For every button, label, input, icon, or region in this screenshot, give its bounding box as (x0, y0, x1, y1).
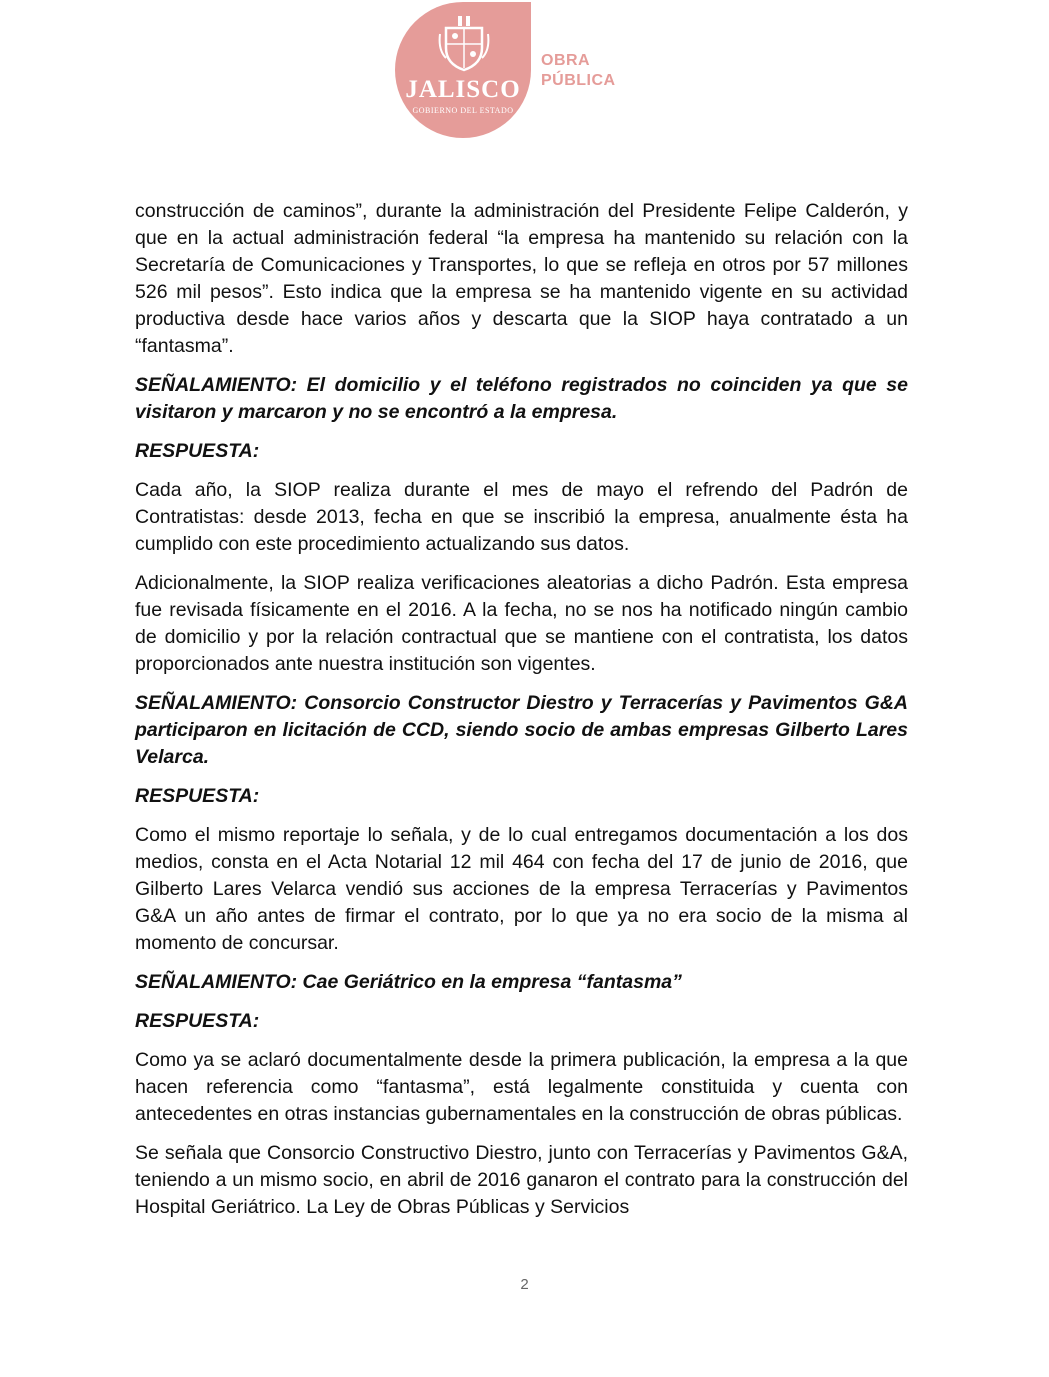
section-title-line2: PÚBLICA (541, 72, 616, 89)
response-label: RESPUESTA: (135, 440, 260, 462)
logo-wordmark: JALISCO (405, 76, 521, 103)
logo-subtitle: GOBIERNO DEL ESTADO (412, 106, 514, 115)
claim-heading: SEÑALAMIENTO: Cae Geriátrico en la empresa “fantasma” (135, 971, 682, 993)
section-title-line1: OBRA (541, 52, 591, 69)
claim-heading: SEÑALAMIENTO: Consorcio Constructor Diestro y Terracerías y Pavimentos G&A participaron en licitación de CCD, siendo socio de ambas empresas Gilberto Lares Velarca. (135, 692, 908, 768)
document-body (135, 198, 908, 1233)
paragraph: Como ya se aclaró documentalmente desde la primera publicación, la empresa a la que hacen referencia como “fantasma”, está legalmente constituida y cuenta con antecedentes en otras instancias gubernamentales en la construcción de obras públicas. (135, 1049, 908, 1125)
paragraph: Cada año, la SIOP realiza durante el mes de mayo el refrendo del Padrón de Contratistas: desde 2013, fecha en que se inscribió la empresa, anualmente ésta ha cumplido con este procedimiento actualizando sus datos. (135, 479, 908, 555)
paragraph: Se señala que Consorcio Constructivo Diestro, junto con Terracerías y Pavimentos G&A, teniendo a un mismo socio, en abril de 2016 ganaron el contrato para la construcción del Hospital Geriátrico. La Ley de Obras Públicas y Servicios (135, 1142, 908, 1218)
paragraph-continued: construcción de caminos”, durante la administración del Presidente Felipe Calderón, y que en la actual administración federal “la empresa ha mantenido su relación con la Secretaría de Comunicaciones y Transportes, lo que se refleja en otros por 57 millones 526 mil pesos”. Esto indica que la empresa se ha mantenido vigente en su actividad productiva desde hace varios años y descarta que la SIOP haya contratado a un “fantasma”. (135, 200, 908, 357)
response-label: RESPUESTA: (135, 1010, 260, 1032)
response-label: RESPUESTA: (135, 785, 260, 807)
coat-of-arms-icon (438, 14, 490, 72)
paragraph: Adicionalmente, la SIOP realiza verificaciones aleatorias a dicho Padrón. Esta empresa fue revisada físicamente en el 2016. A la fecha, no se nos ha notificado ningún cambio de domicilio y por la relación contractual que se mantiene con el contratista, los datos proporcionados ante nuestra institución son vigentes. (135, 572, 908, 675)
paragraph: Como el mismo reportaje lo señala, y de lo cual entregamos documentación a los dos medios, consta en el Acta Notarial 12 mil 464 con fecha del 17 de junio de 2016, que Gilberto Lares Velarca vendió sus acciones de la empresa Terracerías y Pavimentos G&A un año antes de firmar el contrato, por lo que ya no era socio de la misma al momento de concursar. (135, 824, 908, 954)
page-number: 2 (520, 1276, 529, 1293)
page-header (0, 0, 1049, 150)
claim-heading: SEÑALAMIENTO: El domicilio y el teléfono registrados no coinciden ya que se visitaron y marcaron y no se encontró a la empresa. (135, 374, 908, 423)
